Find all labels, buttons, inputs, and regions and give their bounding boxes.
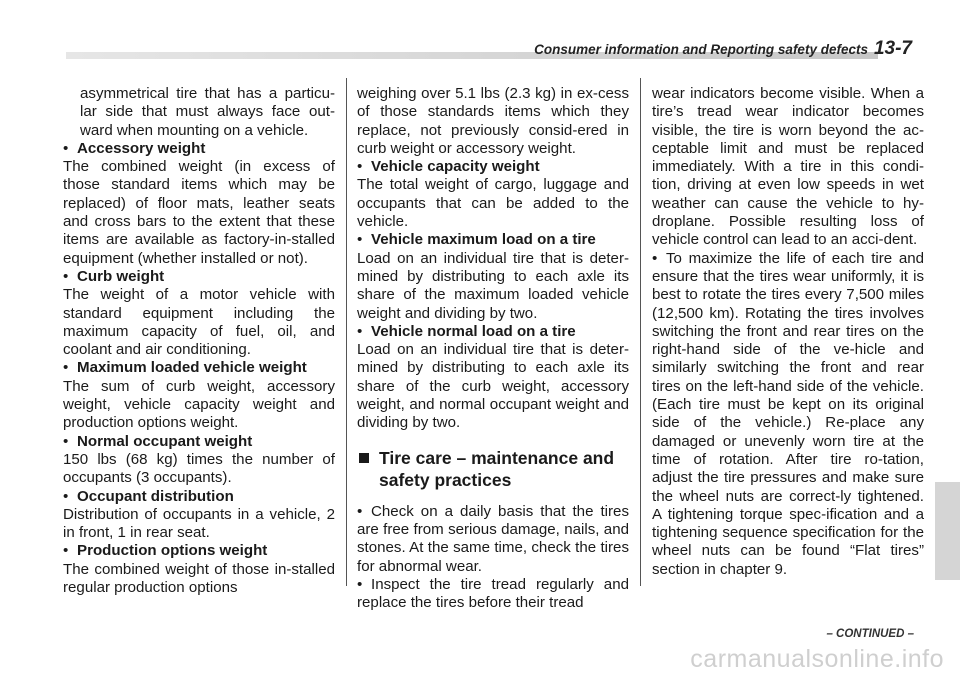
care-bullet xyxy=(357,576,629,613)
page-number: 13-7 xyxy=(873,38,912,59)
continued-label: – CONTINUED – xyxy=(826,628,914,640)
page-header xyxy=(534,38,912,60)
definition-text: The total weight of cargo, luggage and occupants that can be added to the vehicle. xyxy=(357,176,629,231)
care-bullet xyxy=(652,250,924,579)
definition-text: Load on an individual tire that is deter-mined by distributing to each axle its share of the maximum loaded vehicle weight and dividing by two. xyxy=(357,249,629,322)
definition-title-text: Normal occupant weight xyxy=(77,432,253,450)
column-divider-1 xyxy=(346,78,347,586)
care-bullet-text: Inspect the tire tread regularly and replace the tires before their tread xyxy=(357,575,629,612)
bullet-icon: • xyxy=(63,139,69,157)
bullet-icon: • xyxy=(357,322,363,340)
text-column-1 xyxy=(63,85,335,597)
care-bullet xyxy=(357,503,629,576)
definition-title-text: Vehicle maximum load on a tire xyxy=(371,231,596,249)
section-heading-line: Tire care – maintenance and xyxy=(379,447,615,468)
definition-title-text: Vehicle normal load on a tire xyxy=(371,322,576,340)
section-heading xyxy=(357,447,629,491)
definition-title xyxy=(63,433,335,451)
definition-text: The sum of curb weight, accessory weight, vehicle capacity weight and production options weight. xyxy=(63,377,335,432)
watermark: carmanualsonline.info xyxy=(690,645,944,673)
bullet-icon: • xyxy=(63,267,69,285)
bullet-icon: • xyxy=(63,542,69,560)
definition-text: The combined weight (in excess of those standard items which may be replaced) of floor mats, leather seats and cross bars to the extent that these items are available as factory-in-stalled equipment (whether installed or not). xyxy=(63,158,335,267)
bullet-icon: • xyxy=(357,158,363,176)
text-column-2 xyxy=(357,85,629,612)
definition-text: The combined weight of those in-stalled regular production options xyxy=(63,560,335,597)
column3-continuation: wear indicators become visible. When a tire’s tread wear indicator becomes visible, the tire is worn beyond the ac-ceptable limit and must be replaced immediately. With a tire in this condi-tion, driving at even low speeds in wet weather can cause the vehicle to hy-droplane. Possible resulting loss of vehicle control can lead to an acci-dent. xyxy=(652,85,924,249)
square-bullet-icon xyxy=(359,453,369,463)
bullet-icon: • xyxy=(652,249,658,267)
bullet-icon: • xyxy=(63,359,69,377)
definition-title-text: Occupant distribution xyxy=(77,487,234,505)
definition-text: Distribution of occupants in a vehicle, 2 in front, 1 in rear seat. xyxy=(63,505,335,542)
definition-text: 150 lbs (68 kg) times the number of occupants (3 occupants). xyxy=(63,450,335,487)
bullet-icon: • xyxy=(63,432,69,450)
definition-title xyxy=(63,542,335,560)
column-divider-2 xyxy=(640,78,641,586)
definition-title-text: Maximum loaded vehicle weight xyxy=(77,359,307,377)
bullet-icon: • xyxy=(63,487,69,505)
definition-title xyxy=(357,323,629,341)
care-bullet-text: Check on a daily basis that the tires are free from serious damage, nails, and stones. At the same time, check the tires for abnormal wear. xyxy=(357,502,629,575)
text-column-3 xyxy=(652,85,924,579)
definition-title-text: Accessory weight xyxy=(77,139,206,157)
care-bullet-text: To maximize the life of each tire and ensure that the tires wear uniformly, it is best to rotate the tires every 7,500 miles (12,500 km). Rotating the tires involves switching the front and rear tires on the right-hand side of the ve-hicle and similarly switching the front and rear tires on the left-hand side of the vehicle. (Each tire must be kept on its original side of the vehicle.) Re-place any damaged or unevenly worn tire at the time of rotation. After tire ro-tation, adjust the tire pressures and make sure the wheel nuts are correct-ly tightened. A tightening torque spec-ification and a tightening sequence specification for the wheel nuts can be found “Flat tires” section in chapter 9. xyxy=(652,249,924,578)
definition-text: Load on an individual tire that is deter-mined by distributing to each axle its share of the curb weight, accessory weight, and normal occupant weight and dividing by two. xyxy=(357,341,629,432)
definition-title-text: Curb weight xyxy=(77,267,165,285)
column2-continuation: weighing over 5.1 lbs (2.3 kg) in ex-cess of those standards items which they replace, not previously consid-ered in curb weight or accessory weight. xyxy=(357,85,629,157)
definition-title xyxy=(63,488,335,506)
definition-title-text: Production options weight xyxy=(77,542,268,560)
header-title: Consumer information and Reporting safety defects xyxy=(534,42,868,57)
definition-title xyxy=(63,268,335,286)
section-heading-line: safety practices xyxy=(379,469,512,490)
section-heading-text xyxy=(379,447,614,491)
bullet-icon: • xyxy=(357,502,363,520)
definition-title xyxy=(63,140,335,158)
bullet-icon: • xyxy=(357,231,363,249)
definition-title-text: Vehicle capacity weight xyxy=(371,158,540,176)
column1-intro: asymmetrical tire that has a particu-lar side that must always face out-ward when mounting on a vehicle. xyxy=(80,85,335,139)
definition-text: The weight of a motor vehicle with standard equipment including the maximum capacity of fuel, oil, and coolant and air conditioning. xyxy=(63,286,335,359)
chapter-tab-marker xyxy=(935,482,960,580)
definition-title xyxy=(357,231,629,249)
definition-title xyxy=(63,359,335,377)
bullet-icon: • xyxy=(357,575,363,593)
definition-title xyxy=(357,158,629,176)
